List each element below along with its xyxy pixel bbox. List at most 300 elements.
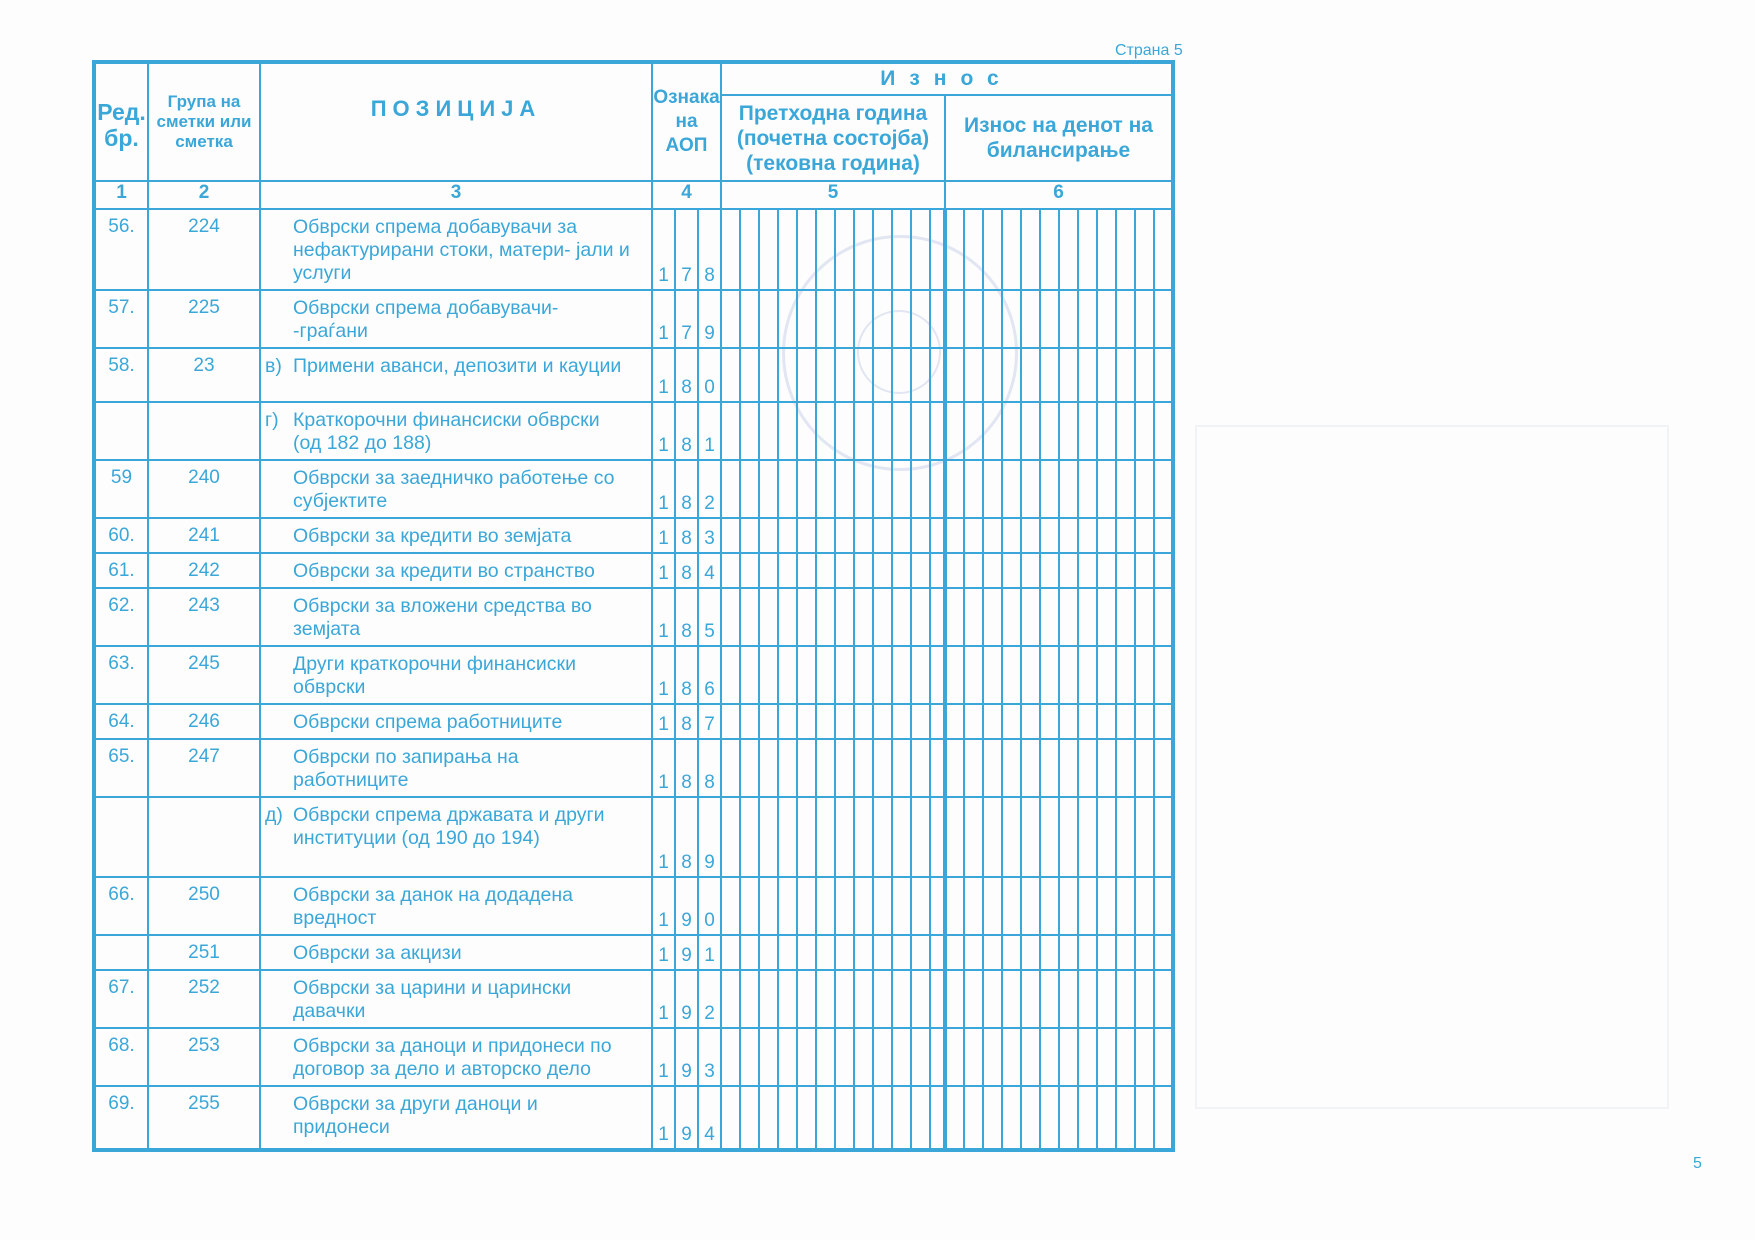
prev-year-digit-cell[interactable] — [930, 1028, 945, 1086]
balance-date-digit-cell[interactable] — [1154, 209, 1173, 290]
balance-date-digit-cell[interactable] — [1154, 739, 1173, 797]
prev-year-digit-cell[interactable] — [930, 1086, 945, 1150]
prev-year-digit-cell[interactable] — [930, 402, 945, 460]
prev-year-digit-cell[interactable] — [835, 588, 854, 646]
balance-date-digit-cell[interactable] — [1040, 646, 1059, 704]
prev-year-digit-cell[interactable] — [721, 553, 740, 588]
balance-date-digit-cell[interactable] — [1040, 460, 1059, 518]
balance-date-digit-cell[interactable] — [1154, 935, 1173, 970]
balance-date-digit-cell[interactable] — [1116, 460, 1135, 518]
prev-year-digit-cell[interactable] — [759, 704, 778, 739]
balance-date-digit-cell[interactable] — [1154, 402, 1173, 460]
prev-year-digit-cell[interactable] — [759, 518, 778, 553]
prev-year-digit-cell[interactable] — [892, 348, 911, 402]
prev-year-digit-cell[interactable] — [873, 348, 892, 402]
balance-date-digit-cell[interactable] — [1059, 646, 1078, 704]
prev-year-digit-cell[interactable] — [797, 460, 816, 518]
balance-date-digit-cell[interactable] — [1040, 797, 1059, 877]
balance-date-digit-cell[interactable] — [1154, 970, 1173, 1028]
prev-year-digit-cell[interactable] — [759, 877, 778, 935]
prev-year-digit-cell[interactable] — [759, 209, 778, 290]
balance-date-digit-cell[interactable] — [983, 797, 1002, 877]
prev-year-digit-cell[interactable] — [759, 646, 778, 704]
balance-date-digit-cell[interactable] — [964, 553, 983, 588]
balance-date-digit-cell[interactable] — [1040, 877, 1059, 935]
prev-year-digit-cell[interactable] — [816, 1086, 835, 1150]
prev-year-digit-cell[interactable] — [778, 704, 797, 739]
balance-date-digit-cell[interactable] — [1040, 348, 1059, 402]
balance-date-digit-cell[interactable] — [1021, 704, 1040, 739]
prev-year-digit-cell[interactable] — [778, 970, 797, 1028]
balance-date-digit-cell[interactable] — [1040, 704, 1059, 739]
prev-year-digit-cell[interactable] — [740, 348, 759, 402]
prev-year-digit-cell[interactable] — [854, 460, 873, 518]
balance-date-digit-cell[interactable] — [1040, 588, 1059, 646]
balance-date-digit-cell[interactable] — [945, 704, 964, 739]
balance-date-digit-cell[interactable] — [1078, 877, 1097, 935]
balance-date-digit-cell[interactable] — [1002, 646, 1021, 704]
balance-date-digit-cell[interactable] — [1135, 1086, 1154, 1150]
prev-year-digit-cell[interactable] — [873, 402, 892, 460]
prev-year-digit-cell[interactable] — [721, 935, 740, 970]
balance-date-digit-cell[interactable] — [1078, 460, 1097, 518]
balance-date-digit-cell[interactable] — [964, 588, 983, 646]
prev-year-digit-cell[interactable] — [854, 588, 873, 646]
prev-year-digit-cell[interactable] — [778, 646, 797, 704]
balance-date-digit-cell[interactable] — [1097, 935, 1116, 970]
balance-date-digit-cell[interactable] — [945, 797, 964, 877]
balance-date-digit-cell[interactable] — [1040, 290, 1059, 348]
prev-year-digit-cell[interactable] — [721, 588, 740, 646]
prev-year-digit-cell[interactable] — [778, 1028, 797, 1086]
balance-date-digit-cell[interactable] — [1078, 646, 1097, 704]
prev-year-digit-cell[interactable] — [892, 553, 911, 588]
balance-date-digit-cell[interactable] — [1078, 518, 1097, 553]
balance-date-digit-cell[interactable] — [1002, 209, 1021, 290]
prev-year-digit-cell[interactable] — [892, 935, 911, 970]
prev-year-digit-cell[interactable] — [835, 402, 854, 460]
prev-year-digit-cell[interactable] — [797, 704, 816, 739]
balance-date-digit-cell[interactable] — [1116, 935, 1135, 970]
prev-year-digit-cell[interactable] — [892, 797, 911, 877]
prev-year-digit-cell[interactable] — [911, 588, 930, 646]
prev-year-digit-cell[interactable] — [816, 797, 835, 877]
prev-year-digit-cell[interactable] — [930, 348, 945, 402]
prev-year-digit-cell[interactable] — [797, 797, 816, 877]
balance-date-digit-cell[interactable] — [1059, 553, 1078, 588]
prev-year-digit-cell[interactable] — [721, 348, 740, 402]
balance-date-digit-cell[interactable] — [983, 646, 1002, 704]
balance-date-digit-cell[interactable] — [945, 209, 964, 290]
prev-year-digit-cell[interactable] — [797, 290, 816, 348]
prev-year-digit-cell[interactable] — [759, 1028, 778, 1086]
balance-date-digit-cell[interactable] — [1021, 290, 1040, 348]
balance-date-digit-cell[interactable] — [1154, 646, 1173, 704]
prev-year-digit-cell[interactable] — [892, 739, 911, 797]
prev-year-digit-cell[interactable] — [911, 348, 930, 402]
balance-date-digit-cell[interactable] — [1097, 1028, 1116, 1086]
prev-year-digit-cell[interactable] — [797, 935, 816, 970]
balance-date-digit-cell[interactable] — [1002, 797, 1021, 877]
prev-year-digit-cell[interactable] — [721, 797, 740, 877]
balance-date-digit-cell[interactable] — [1097, 553, 1116, 588]
balance-date-digit-cell[interactable] — [1021, 1086, 1040, 1150]
balance-date-digit-cell[interactable] — [1116, 1086, 1135, 1150]
prev-year-digit-cell[interactable] — [797, 402, 816, 460]
prev-year-digit-cell[interactable] — [873, 209, 892, 290]
balance-date-digit-cell[interactable] — [1135, 935, 1154, 970]
prev-year-digit-cell[interactable] — [721, 518, 740, 553]
balance-date-digit-cell[interactable] — [1059, 1028, 1078, 1086]
balance-date-digit-cell[interactable] — [1040, 553, 1059, 588]
balance-date-digit-cell[interactable] — [945, 553, 964, 588]
balance-date-digit-cell[interactable] — [1078, 1086, 1097, 1150]
prev-year-digit-cell[interactable] — [721, 209, 740, 290]
prev-year-digit-cell[interactable] — [835, 877, 854, 935]
prev-year-digit-cell[interactable] — [835, 935, 854, 970]
prev-year-digit-cell[interactable] — [854, 209, 873, 290]
prev-year-digit-cell[interactable] — [930, 646, 945, 704]
prev-year-digit-cell[interactable] — [759, 935, 778, 970]
prev-year-digit-cell[interactable] — [873, 704, 892, 739]
balance-date-digit-cell[interactable] — [1097, 588, 1116, 646]
balance-date-digit-cell[interactable] — [1135, 970, 1154, 1028]
prev-year-digit-cell[interactable] — [873, 460, 892, 518]
balance-date-digit-cell[interactable] — [1135, 646, 1154, 704]
balance-date-digit-cell[interactable] — [1059, 1086, 1078, 1150]
balance-date-digit-cell[interactable] — [1040, 970, 1059, 1028]
prev-year-digit-cell[interactable] — [797, 739, 816, 797]
prev-year-digit-cell[interactable] — [873, 553, 892, 588]
prev-year-digit-cell[interactable] — [778, 460, 797, 518]
prev-year-digit-cell[interactable] — [835, 797, 854, 877]
balance-date-digit-cell[interactable] — [1078, 209, 1097, 290]
prev-year-digit-cell[interactable] — [930, 209, 945, 290]
prev-year-digit-cell[interactable] — [759, 588, 778, 646]
balance-date-digit-cell[interactable] — [1116, 1028, 1135, 1086]
balance-date-digit-cell[interactable] — [1002, 460, 1021, 518]
balance-date-digit-cell[interactable] — [983, 970, 1002, 1028]
balance-date-digit-cell[interactable] — [1002, 877, 1021, 935]
prev-year-digit-cell[interactable] — [721, 460, 740, 518]
prev-year-digit-cell[interactable] — [873, 877, 892, 935]
balance-date-digit-cell[interactable] — [1002, 704, 1021, 739]
prev-year-digit-cell[interactable] — [854, 518, 873, 553]
balance-date-digit-cell[interactable] — [1135, 877, 1154, 935]
balance-date-digit-cell[interactable] — [1021, 1028, 1040, 1086]
balance-date-digit-cell[interactable] — [1078, 1028, 1097, 1086]
prev-year-digit-cell[interactable] — [930, 588, 945, 646]
balance-date-digit-cell[interactable] — [1116, 797, 1135, 877]
prev-year-digit-cell[interactable] — [816, 935, 835, 970]
balance-date-digit-cell[interactable] — [1021, 935, 1040, 970]
prev-year-digit-cell[interactable] — [740, 460, 759, 518]
prev-year-digit-cell[interactable] — [721, 646, 740, 704]
balance-date-digit-cell[interactable] — [1040, 739, 1059, 797]
prev-year-digit-cell[interactable] — [778, 588, 797, 646]
balance-date-digit-cell[interactable] — [1135, 209, 1154, 290]
prev-year-digit-cell[interactable] — [835, 348, 854, 402]
balance-date-digit-cell[interactable] — [1059, 290, 1078, 348]
balance-date-digit-cell[interactable] — [964, 209, 983, 290]
balance-date-digit-cell[interactable] — [964, 970, 983, 1028]
balance-date-digit-cell[interactable] — [1021, 518, 1040, 553]
prev-year-digit-cell[interactable] — [778, 935, 797, 970]
prev-year-digit-cell[interactable] — [911, 553, 930, 588]
prev-year-digit-cell[interactable] — [892, 290, 911, 348]
prev-year-digit-cell[interactable] — [911, 739, 930, 797]
balance-date-digit-cell[interactable] — [1154, 877, 1173, 935]
prev-year-digit-cell[interactable] — [816, 739, 835, 797]
prev-year-digit-cell[interactable] — [892, 1086, 911, 1150]
prev-year-digit-cell[interactable] — [759, 739, 778, 797]
prev-year-digit-cell[interactable] — [778, 1086, 797, 1150]
prev-year-digit-cell[interactable] — [911, 1086, 930, 1150]
prev-year-digit-cell[interactable] — [930, 704, 945, 739]
prev-year-digit-cell[interactable] — [911, 704, 930, 739]
prev-year-digit-cell[interactable] — [911, 402, 930, 460]
prev-year-digit-cell[interactable] — [911, 460, 930, 518]
prev-year-digit-cell[interactable] — [816, 290, 835, 348]
prev-year-digit-cell[interactable] — [759, 797, 778, 877]
balance-date-digit-cell[interactable] — [1154, 1028, 1173, 1086]
prev-year-digit-cell[interactable] — [911, 970, 930, 1028]
prev-year-digit-cell[interactable] — [721, 290, 740, 348]
balance-date-digit-cell[interactable] — [945, 402, 964, 460]
balance-date-digit-cell[interactable] — [1021, 209, 1040, 290]
prev-year-digit-cell[interactable] — [873, 518, 892, 553]
prev-year-digit-cell[interactable] — [816, 402, 835, 460]
balance-date-digit-cell[interactable] — [945, 1028, 964, 1086]
prev-year-digit-cell[interactable] — [740, 646, 759, 704]
balance-date-digit-cell[interactable] — [1097, 348, 1116, 402]
prev-year-digit-cell[interactable] — [816, 518, 835, 553]
prev-year-digit-cell[interactable] — [854, 348, 873, 402]
prev-year-digit-cell[interactable] — [816, 704, 835, 739]
prev-year-digit-cell[interactable] — [892, 704, 911, 739]
prev-year-digit-cell[interactable] — [930, 460, 945, 518]
prev-year-digit-cell[interactable] — [721, 1028, 740, 1086]
balance-date-digit-cell[interactable] — [1002, 348, 1021, 402]
balance-date-digit-cell[interactable] — [1135, 704, 1154, 739]
balance-date-digit-cell[interactable] — [1040, 1086, 1059, 1150]
prev-year-digit-cell[interactable] — [835, 1028, 854, 1086]
balance-date-digit-cell[interactable] — [1040, 402, 1059, 460]
prev-year-digit-cell[interactable] — [835, 209, 854, 290]
prev-year-digit-cell[interactable] — [740, 1086, 759, 1150]
prev-year-digit-cell[interactable] — [911, 877, 930, 935]
balance-date-digit-cell[interactable] — [1059, 348, 1078, 402]
prev-year-digit-cell[interactable] — [797, 1086, 816, 1150]
prev-year-digit-cell[interactable] — [930, 970, 945, 1028]
prev-year-digit-cell[interactable] — [873, 970, 892, 1028]
balance-date-digit-cell[interactable] — [1059, 518, 1078, 553]
prev-year-digit-cell[interactable] — [892, 402, 911, 460]
balance-date-digit-cell[interactable] — [945, 460, 964, 518]
prev-year-digit-cell[interactable] — [721, 704, 740, 739]
prev-year-digit-cell[interactable] — [930, 553, 945, 588]
prev-year-digit-cell[interactable] — [797, 1028, 816, 1086]
balance-date-digit-cell[interactable] — [1154, 460, 1173, 518]
prev-year-digit-cell[interactable] — [835, 290, 854, 348]
balance-date-digit-cell[interactable] — [964, 290, 983, 348]
balance-date-digit-cell[interactable] — [1002, 518, 1021, 553]
prev-year-digit-cell[interactable] — [797, 518, 816, 553]
prev-year-digit-cell[interactable] — [721, 1086, 740, 1150]
prev-year-digit-cell[interactable] — [797, 209, 816, 290]
balance-date-digit-cell[interactable] — [1078, 553, 1097, 588]
balance-date-digit-cell[interactable] — [983, 553, 1002, 588]
balance-date-digit-cell[interactable] — [1116, 588, 1135, 646]
balance-date-digit-cell[interactable] — [964, 348, 983, 402]
balance-date-digit-cell[interactable] — [1040, 209, 1059, 290]
balance-date-digit-cell[interactable] — [964, 877, 983, 935]
prev-year-digit-cell[interactable] — [854, 1028, 873, 1086]
prev-year-digit-cell[interactable] — [778, 877, 797, 935]
prev-year-digit-cell[interactable] — [911, 290, 930, 348]
balance-date-digit-cell[interactable] — [964, 518, 983, 553]
prev-year-digit-cell[interactable] — [835, 1086, 854, 1150]
balance-date-digit-cell[interactable] — [1135, 739, 1154, 797]
prev-year-digit-cell[interactable] — [740, 402, 759, 460]
balance-date-digit-cell[interactable] — [964, 1086, 983, 1150]
balance-date-digit-cell[interactable] — [1135, 402, 1154, 460]
balance-date-digit-cell[interactable] — [1116, 518, 1135, 553]
balance-date-digit-cell[interactable] — [1059, 797, 1078, 877]
balance-date-digit-cell[interactable] — [1154, 290, 1173, 348]
prev-year-digit-cell[interactable] — [740, 290, 759, 348]
balance-date-digit-cell[interactable] — [1021, 553, 1040, 588]
balance-date-digit-cell[interactable] — [1154, 704, 1173, 739]
balance-date-digit-cell[interactable] — [1002, 588, 1021, 646]
prev-year-digit-cell[interactable] — [911, 797, 930, 877]
balance-date-digit-cell[interactable] — [945, 348, 964, 402]
balance-date-digit-cell[interactable] — [1040, 518, 1059, 553]
balance-date-digit-cell[interactable] — [1097, 402, 1116, 460]
balance-date-digit-cell[interactable] — [1002, 1086, 1021, 1150]
balance-date-digit-cell[interactable] — [1154, 348, 1173, 402]
prev-year-digit-cell[interactable] — [854, 290, 873, 348]
balance-date-digit-cell[interactable] — [1078, 704, 1097, 739]
prev-year-digit-cell[interactable] — [854, 970, 873, 1028]
prev-year-digit-cell[interactable] — [854, 1086, 873, 1150]
prev-year-digit-cell[interactable] — [854, 553, 873, 588]
prev-year-digit-cell[interactable] — [835, 704, 854, 739]
prev-year-digit-cell[interactable] — [854, 877, 873, 935]
prev-year-digit-cell[interactable] — [759, 553, 778, 588]
prev-year-digit-cell[interactable] — [816, 588, 835, 646]
prev-year-digit-cell[interactable] — [759, 348, 778, 402]
prev-year-digit-cell[interactable] — [778, 518, 797, 553]
balance-date-digit-cell[interactable] — [1002, 935, 1021, 970]
balance-date-digit-cell[interactable] — [1154, 553, 1173, 588]
balance-date-digit-cell[interactable] — [1097, 797, 1116, 877]
prev-year-digit-cell[interactable] — [740, 209, 759, 290]
balance-date-digit-cell[interactable] — [964, 797, 983, 877]
balance-date-digit-cell[interactable] — [1002, 290, 1021, 348]
balance-date-digit-cell[interactable] — [983, 704, 1002, 739]
balance-date-digit-cell[interactable] — [983, 290, 1002, 348]
prev-year-digit-cell[interactable] — [740, 704, 759, 739]
prev-year-digit-cell[interactable] — [740, 739, 759, 797]
balance-date-digit-cell[interactable] — [1002, 1028, 1021, 1086]
balance-date-digit-cell[interactable] — [945, 646, 964, 704]
balance-date-digit-cell[interactable] — [1097, 1086, 1116, 1150]
prev-year-digit-cell[interactable] — [778, 797, 797, 877]
balance-date-digit-cell[interactable] — [1021, 348, 1040, 402]
balance-date-digit-cell[interactable] — [945, 935, 964, 970]
prev-year-digit-cell[interactable] — [835, 970, 854, 1028]
balance-date-digit-cell[interactable] — [1059, 935, 1078, 970]
balance-date-digit-cell[interactable] — [1135, 460, 1154, 518]
balance-date-digit-cell[interactable] — [1078, 402, 1097, 460]
balance-date-digit-cell[interactable] — [1059, 588, 1078, 646]
prev-year-digit-cell[interactable] — [816, 553, 835, 588]
prev-year-digit-cell[interactable] — [740, 518, 759, 553]
balance-date-digit-cell[interactable] — [1078, 739, 1097, 797]
balance-date-digit-cell[interactable] — [1002, 970, 1021, 1028]
balance-date-digit-cell[interactable] — [1021, 646, 1040, 704]
prev-year-digit-cell[interactable] — [797, 646, 816, 704]
prev-year-digit-cell[interactable] — [835, 739, 854, 797]
prev-year-digit-cell[interactable] — [892, 970, 911, 1028]
balance-date-digit-cell[interactable] — [983, 209, 1002, 290]
prev-year-digit-cell[interactable] — [816, 460, 835, 518]
balance-date-digit-cell[interactable] — [1097, 970, 1116, 1028]
prev-year-digit-cell[interactable] — [873, 935, 892, 970]
prev-year-digit-cell[interactable] — [911, 646, 930, 704]
prev-year-digit-cell[interactable] — [740, 588, 759, 646]
prev-year-digit-cell[interactable] — [873, 588, 892, 646]
prev-year-digit-cell[interactable] — [930, 877, 945, 935]
balance-date-digit-cell[interactable] — [983, 1086, 1002, 1150]
balance-date-digit-cell[interactable] — [1116, 739, 1135, 797]
balance-date-digit-cell[interactable] — [1059, 739, 1078, 797]
prev-year-digit-cell[interactable] — [892, 1028, 911, 1086]
balance-date-digit-cell[interactable] — [1097, 646, 1116, 704]
prev-year-digit-cell[interactable] — [740, 935, 759, 970]
prev-year-digit-cell[interactable] — [892, 460, 911, 518]
balance-date-digit-cell[interactable] — [964, 402, 983, 460]
balance-date-digit-cell[interactable] — [983, 518, 1002, 553]
balance-date-digit-cell[interactable] — [1040, 1028, 1059, 1086]
prev-year-digit-cell[interactable] — [721, 402, 740, 460]
balance-date-digit-cell[interactable] — [983, 1028, 1002, 1086]
prev-year-digit-cell[interactable] — [721, 739, 740, 797]
prev-year-digit-cell[interactable] — [930, 935, 945, 970]
prev-year-digit-cell[interactable] — [892, 518, 911, 553]
prev-year-digit-cell[interactable] — [740, 970, 759, 1028]
balance-date-digit-cell[interactable] — [1097, 739, 1116, 797]
balance-date-digit-cell[interactable] — [1059, 704, 1078, 739]
balance-date-digit-cell[interactable] — [1135, 797, 1154, 877]
prev-year-digit-cell[interactable] — [778, 348, 797, 402]
balance-date-digit-cell[interactable] — [1097, 704, 1116, 739]
prev-year-digit-cell[interactable] — [816, 877, 835, 935]
balance-date-digit-cell[interactable] — [1116, 704, 1135, 739]
prev-year-digit-cell[interactable] — [854, 935, 873, 970]
balance-date-digit-cell[interactable] — [964, 935, 983, 970]
prev-year-digit-cell[interactable] — [835, 460, 854, 518]
balance-date-digit-cell[interactable] — [945, 877, 964, 935]
prev-year-digit-cell[interactable] — [759, 290, 778, 348]
prev-year-digit-cell[interactable] — [835, 646, 854, 704]
prev-year-digit-cell[interactable] — [778, 739, 797, 797]
prev-year-digit-cell[interactable] — [721, 970, 740, 1028]
balance-date-digit-cell[interactable] — [1116, 402, 1135, 460]
prev-year-digit-cell[interactable] — [930, 518, 945, 553]
prev-year-digit-cell[interactable] — [892, 588, 911, 646]
